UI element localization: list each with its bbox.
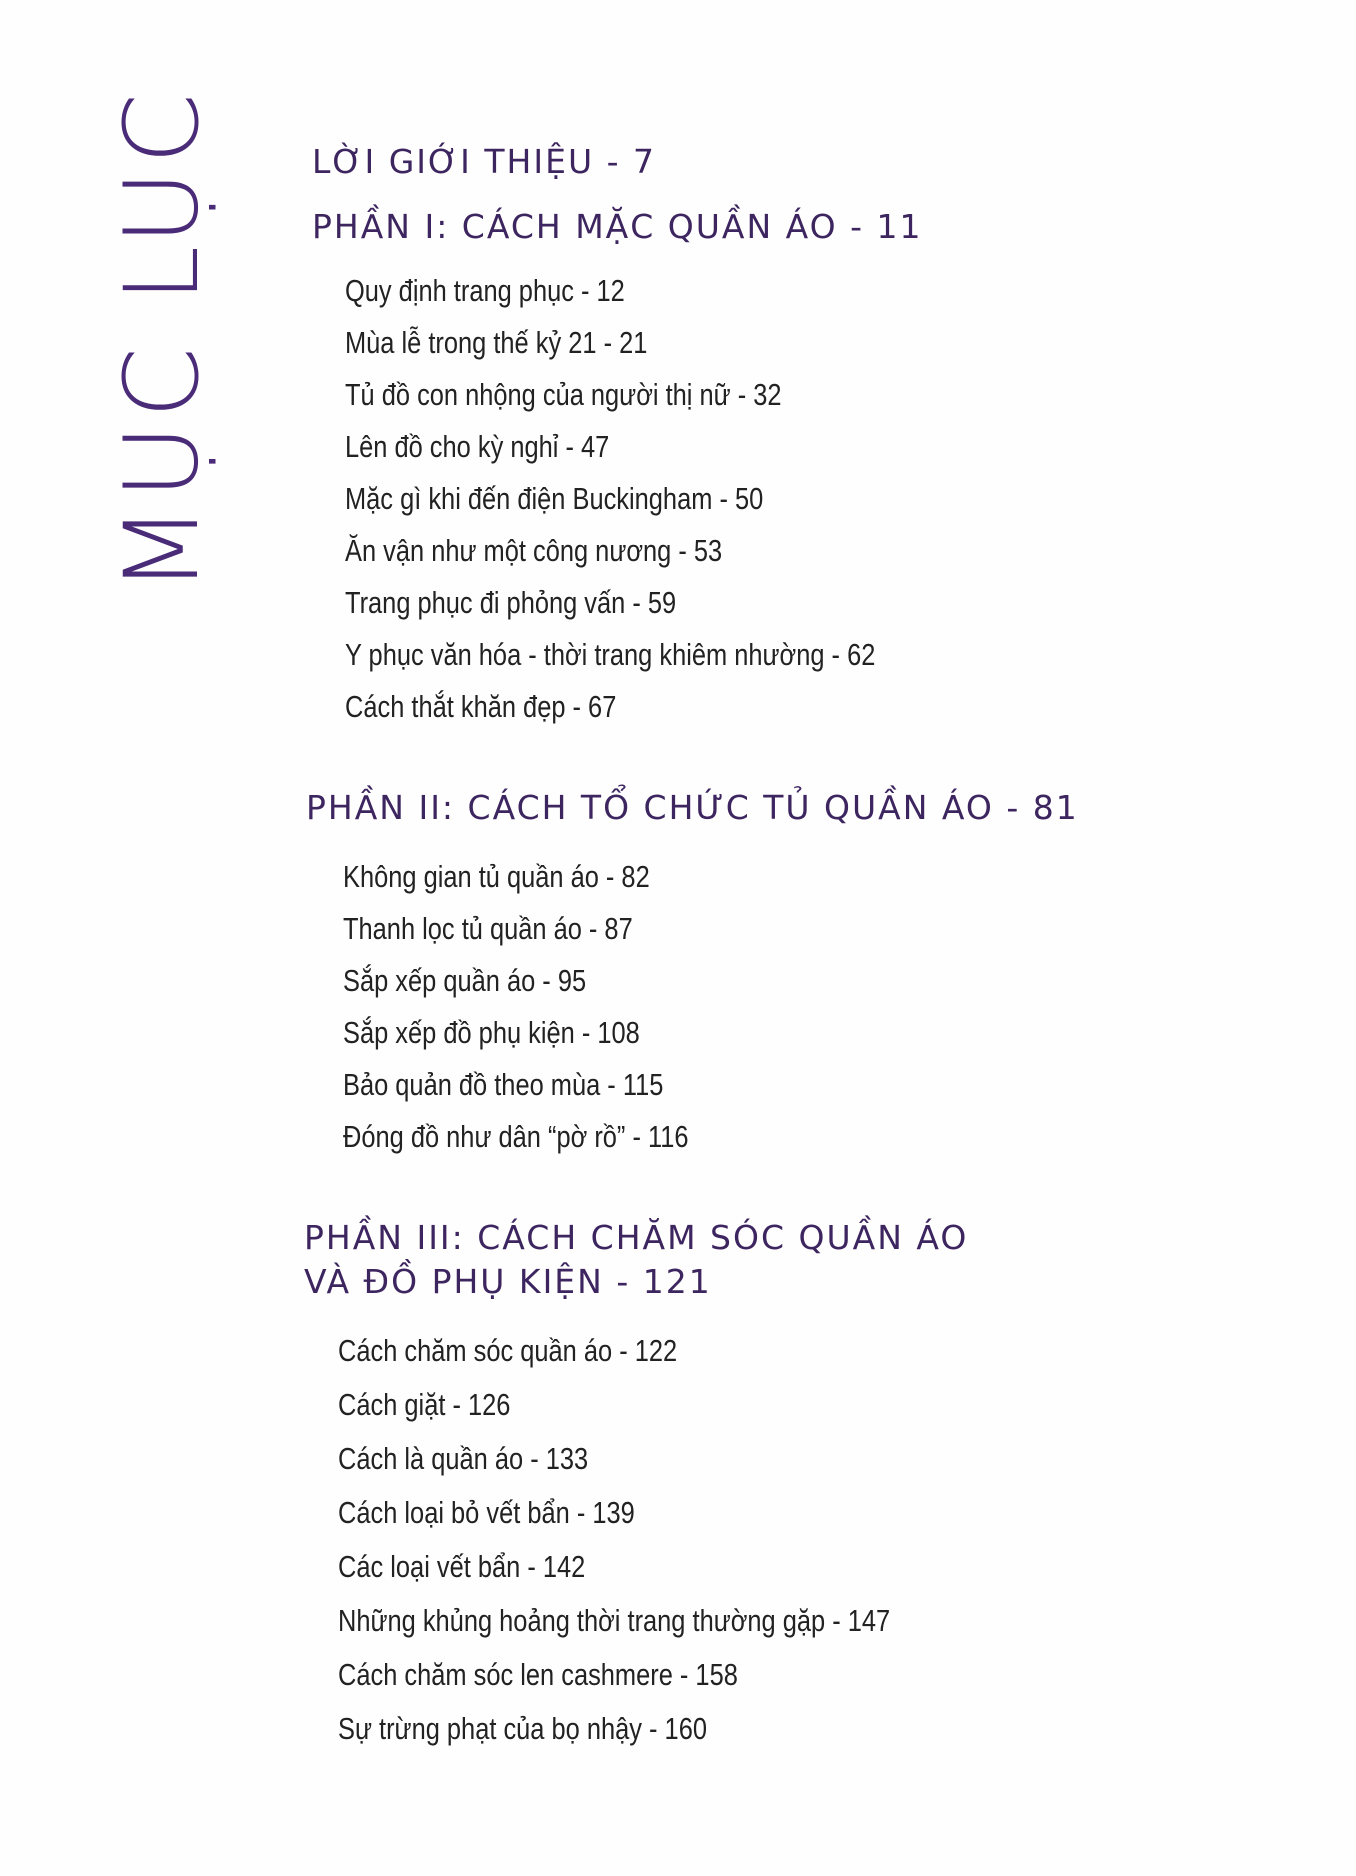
toc-entry[interactable]: Cách chăm sóc quần áo - 122 xyxy=(338,1333,678,1368)
toc-entry[interactable]: Mùa lễ trong thế kỷ 21 - 21 xyxy=(345,325,648,360)
toc-entry[interactable]: Những khủng hoảng thời trang thường gặp - 147 xyxy=(338,1603,891,1638)
toc-entry[interactable]: Lên đồ cho kỳ nghỉ - 47 xyxy=(345,429,610,464)
intro-heading[interactable]: LỜI GIỚI THIỆU - 7 xyxy=(312,142,656,181)
toc-entry[interactable]: Đóng đồ như dân “pờ rồ” - 116 xyxy=(343,1119,689,1154)
toc-entry[interactable]: Cách loại bỏ vết bẩn - 139 xyxy=(338,1495,635,1530)
toc-entry[interactable]: Cách giặt - 126 xyxy=(338,1387,511,1422)
toc-entry[interactable]: Mặc gì khi đến điện Buckingham - 50 xyxy=(345,481,764,516)
toc-entry[interactable]: Các loại vết bẩn - 142 xyxy=(338,1549,586,1584)
toc-entry[interactable]: Y phục văn hóa - thời trang khiêm nhường - 62 xyxy=(345,637,876,672)
toc-entry[interactable]: Quy định trang phục - 12 xyxy=(345,273,625,308)
toc-entry[interactable]: Sắp xếp quần áo - 95 xyxy=(343,963,587,998)
part2-heading[interactable]: PHẦN II: CÁCH TỔ CHỨC TỦ QUẦN ÁO - 81 xyxy=(306,788,1079,827)
toc-entry[interactable]: Bảo quản đồ theo mùa - 115 xyxy=(343,1067,664,1102)
toc-entry[interactable]: Trang phục đi phỏng vấn - 59 xyxy=(345,585,677,620)
toc-entry[interactable]: Không gian tủ quần áo - 82 xyxy=(343,859,650,894)
page-title-text: MỤC LỤC xyxy=(103,87,222,593)
toc-entry[interactable]: Cách thắt khăn đẹp - 67 xyxy=(345,689,617,724)
part3-heading-continued: VÀ ĐỒ PHỤ KIỆN - 121 xyxy=(304,1262,712,1301)
toc-entry[interactable]: Thanh lọc tủ quần áo - 87 xyxy=(343,911,633,946)
toc-entry[interactable]: Cách là quần áo - 133 xyxy=(338,1441,589,1476)
toc-entry[interactable]: Ăn vận như một công nương - 53 xyxy=(345,533,723,568)
toc-entry[interactable]: Sắp xếp đồ phụ kiện - 108 xyxy=(343,1015,640,1050)
toc-entry[interactable]: Sự trừng phạt của bọ nhậy - 160 xyxy=(338,1711,707,1746)
toc-entry[interactable]: Tủ đồ con nhộng của người thị nữ - 32 xyxy=(345,377,782,412)
part1-heading[interactable]: PHẦN I: CÁCH MẶC QUẦN ÁO - 11 xyxy=(312,207,923,246)
part3-heading[interactable]: PHẦN III: CÁCH CHĂM SÓC QUẦN ÁO xyxy=(304,1218,969,1257)
toc-entry[interactable]: Cách chăm sóc len cashmere - 158 xyxy=(338,1657,738,1692)
